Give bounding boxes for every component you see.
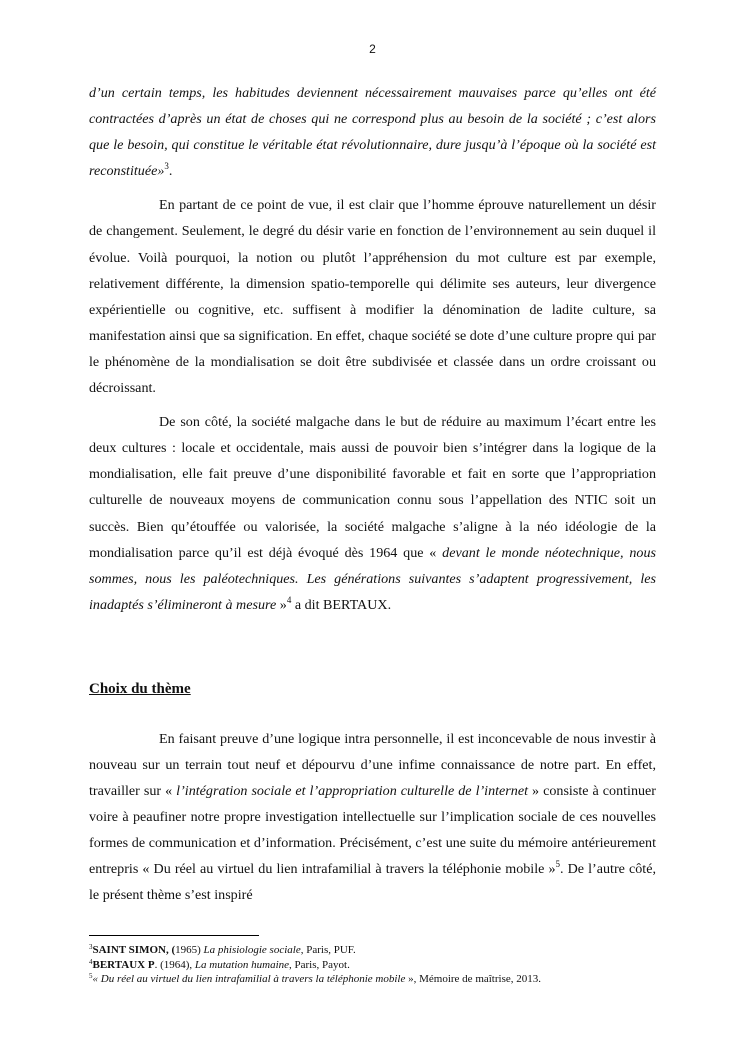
footnote-ref-5[interactable]: 5 (555, 859, 561, 870)
paragraph-choix-du-theme: En faisant preuve d’une logique intra personnelle, il est inconcevable de nous investir à nouveau sur un terrain tout neuf et dépourvu d’une infime connaissance de notre part. En effet, travailler sur « l’intégration sociale et l’appropriation culturelle de l’internet » consiste à continuer voire à peaufiner notre propre investigation intellectuelle sur l’implication sociale de ces nouvelles formes de communication et d’information. Précisément, c’est une suite du mémoire antérieurement entrepris « Du réel au virtuel du lien intrafamilial à travers la téléphonie mobile »$^5$. De l’autre côté, le présent thème s’est inspiré (89, 730, 657, 904)
theme-title: l’intégration sociale et l’appropriation culturelle de l’internet (172, 783, 533, 800)
footnote-3: $^3$SAINT SIMON, (1965) La phisiologie sociale, Paris, PUF. (89, 943, 356, 956)
paragraph-changement: En partant de ce point de vue, il est clair que l’homme éprouve naturellement un désir de changement. Seulement, le degré du désir varie en fonction de l’environnement au sein duquel il évolue. Voilà pourquoi, la notion ou plutôt l’appréhension du mot culture est par exemple, relativement différente, la dimension spatio-temporelle qui délimite ses auteurs, leur divergence expérientielle ou cognitive, etc. suffisent à modifier la dénomination de ladite culture, sa manifestation ainsi que sa signification. En effet, chaque société se dote d’une culture propre qui par le phénomène de la mondialisation se doit être subdivisée et classée dans un ordre croissant ou décroissant. (89, 197, 656, 397)
quote-bertaux: devant le monde néotechnique, nous sommes, nous les paléotechniques. Les générations suivantes s’adaptent progressivement, les inadaptés s’élimineront à mesure (89, 544, 656, 613)
section-heading: Choix du thème (89, 680, 191, 697)
footnote-ref-4[interactable]: 4 (286, 594, 292, 605)
footnote-separator (89, 935, 259, 936)
footnote-5: $^5$« Du réel au virtuel du lien intrafamilial à travers la téléphonie mobile », Mémoire de maîtrise, 2013. (89, 972, 541, 985)
footnotes (89, 943, 689, 987)
quote-text: d’un certain temps, les habitudes deviennent nécessairement mauvaises parce qu’elles ont été contractées d’après un état de choses qui ne correspond plus au besoin de la société ; c’est alors que le besoin, qui constitue le véritable état révolutionnaire, dure jusqu’à l’époque où la société est reconstituée» (89, 85, 656, 180)
document-body (89, 80, 656, 909)
page-number: 2 (369, 42, 376, 56)
footnote-ref-3[interactable]: 3 (164, 161, 169, 172)
footnote-4: $^4$BERTAUX P. (1964), La mutation humaine, Paris, Payot. (89, 957, 350, 971)
paragraph-quote-continuation: d’un certain temps, les habitudes deviennent nécessairement mauvaises parce qu’elles ont été contractées d’après un état de choses qui ne correspond plus au besoin de la société ; c’est alors que le besoin, qui constitue le véritable état révolutionnaire, dure jusqu’à l’époque où la société est reconstituée»$^3$. (89, 85, 656, 180)
paragraph-societe-malgache: De son côté, la société malgache dans le but de réduire au maximum l’écart entre les deux cultures : locale et occidentale, mais aussi de pouvoir bien s’intégrer dans la logique de la mondialisation, elle fait preuve d’une disponibilité favorable et fait en sorte que l’appropriation culturelle de nouveaux moyens de communication connu sous l’appellation des NTIC soit un succès. Bien qu’étouffée ou valorisée, la société malgache s’aligne à la néo idéologie de la mondialisation parce qu’il est déjà évoqué dès 1964 que « devant le monde néotechnique, nous sommes, nous les paléotechniques. Les générations suivantes s’adaptent progressivement, les inadaptés s’élimineront à mesure »$^4$ a dit BERTAUX. (89, 414, 656, 613)
